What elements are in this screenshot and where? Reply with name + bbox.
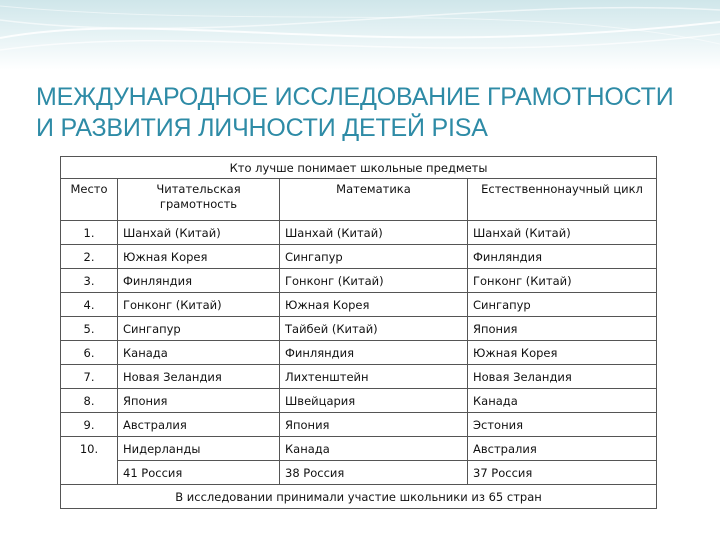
table-row [61,221,657,245]
table-caption-row [61,157,657,179]
decorative-curves [0,0,720,70]
cell-math: Лихтенштейн [280,365,468,389]
cell-place: 8. [61,389,118,413]
cell-science: Япония [468,317,657,341]
cell-reading: Австралия [118,413,280,437]
cell-science: Гонконг (Китай) [468,269,657,293]
cell-science: 37 Россия [468,461,657,485]
table-row [61,365,657,389]
cell-science: Финляндия [468,245,657,269]
cell-science: Шанхай (Китай) [468,221,657,245]
cell-reading: Новая Зеландия [118,365,280,389]
cell-math: Япония [280,413,468,437]
ranking-table-container [60,156,656,509]
table-row [61,341,657,365]
cell-math: Шанхай (Китай) [280,221,468,245]
cell-math: 38 Россия [280,461,468,485]
cell-reading: Гонконг (Китай) [118,293,280,317]
cell-reading: Финляндия [118,269,280,293]
cell-math: Южная Корея [280,293,468,317]
cell-place: 10. [61,437,118,461]
table-footer-row [61,485,657,509]
table-caption: Кто лучше понимает школьные предметы [61,157,657,179]
cell-reading: Южная Корея [118,245,280,269]
cell-place: 1. [61,221,118,245]
cell-science: Канада [468,389,657,413]
cell-reading: Нидерланды [118,437,280,461]
table-row [61,389,657,413]
table-row [61,437,657,461]
cell-math: Финляндия [280,341,468,365]
title-line-1: МЕЖДУНАРОДНОЕ ИССЛЕДОВАНИЕ ГРАМОТНОСТИ [36,83,674,111]
cell-place [61,461,118,485]
table-footer: В исследовании принимали участие школьники из 65 стран [61,485,657,509]
cell-reading: Канада [118,341,280,365]
slide-title [36,82,696,144]
cell-reading: Сингапур [118,317,280,341]
table-header-row [61,179,657,221]
cell-reading: Япония [118,389,280,413]
header-math: Математика [280,179,468,221]
cell-science: Сингапур [468,293,657,317]
cell-place: 3. [61,269,118,293]
table-row [61,245,657,269]
cell-place: 5. [61,317,118,341]
table-row [61,293,657,317]
cell-science: Новая Зеландия [468,365,657,389]
cell-reading: 41 Россия [118,461,280,485]
cell-math: Сингапур [280,245,468,269]
table-row-russia [61,461,657,485]
cell-science: Австралия [468,437,657,461]
ranking-table [60,156,657,509]
cell-reading: Шанхай (Китай) [118,221,280,245]
table-row [61,317,657,341]
table-row [61,413,657,437]
cell-place: 6. [61,341,118,365]
cell-place: 4. [61,293,118,317]
cell-math: Швейцария [280,389,468,413]
cell-math: Канада [280,437,468,461]
cell-place: 9. [61,413,118,437]
header-place: Место [61,179,118,221]
cell-place: 7. [61,365,118,389]
header-science: Естественнонаучный цикл [468,179,657,221]
cell-math: Гонконг (Китай) [280,269,468,293]
cell-math: Тайбей (Китай) [280,317,468,341]
cell-place: 2. [61,245,118,269]
table-row [61,269,657,293]
cell-science: Южная Корея [468,341,657,365]
header-reading: Читательская грамотность [118,179,280,221]
title-line-2: И РАЗВИТИЯ ЛИЧНОСТИ ДЕТЕЙ PISA [36,114,488,142]
cell-science: Эстония [468,413,657,437]
